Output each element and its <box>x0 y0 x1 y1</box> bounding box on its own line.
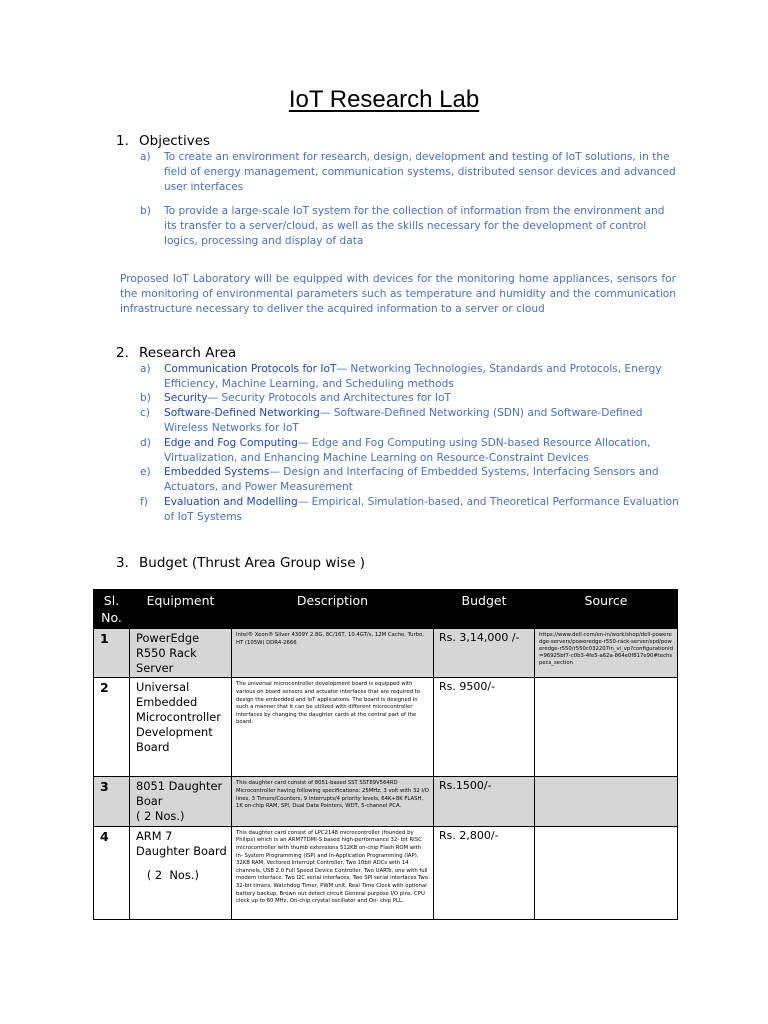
item-label: a) <box>140 151 151 163</box>
header-description: Description <box>232 590 434 629</box>
cell-budget: Rs. 9500/- <box>434 678 535 777</box>
cell-equipment <box>130 777 232 826</box>
cell-sl: 2 <box>94 678 130 777</box>
header-source: Source <box>535 590 678 629</box>
section-number: 1. <box>116 133 129 149</box>
header-sl-no: Sl. No. <box>94 590 130 629</box>
research-item <box>140 406 680 436</box>
section-number: 3. <box>116 555 129 571</box>
objective-item <box>140 150 680 194</box>
table-row <box>94 777 678 826</box>
cell-description: This daughter card consist of LPC2148 microcontroller (founded by Philips) which is an ARM7TDMI-S based high-performance 32- bit RISC microcontroller with thumb extensions 512KB on-chip Flash ROM with In- System Programming (ISP) and In-Application Programming (IAP), 32KB RAM, Vectored Interrupt Controller, Two 10bit ADCs with 14 channels, USB 2.0 Full Speed Device Controller, Two UARTs, one with full modem interface. Two I2C serial interfaces, Two SPI serial interfaces Two 32-bit timers, Watchdog Timer, PWM unit, Real Time Clock with optional battery backup, Brown out detect circuit General purpose I/O pins. CPU clock up to 60 MHz, On-chip crystal oscillator and On- chip PLL. <box>232 826 434 919</box>
table-header-row <box>94 590 678 629</box>
research-keyword: Software-Defined Networking <box>164 407 320 419</box>
research-keyword: Embedded Systems <box>164 466 270 478</box>
research-keyword: Communication Protocols for IoT <box>164 363 337 375</box>
objectives-heading <box>116 133 210 149</box>
research-text: — Empirical, Simulation-based, and Theoretical Performance Evaluation of IoT Systems <box>164 496 679 523</box>
research-keyword: Evaluation and Modelling <box>164 496 298 508</box>
item-label: d) <box>140 437 151 449</box>
section-number: 2. <box>116 345 129 361</box>
cell-sl: 4 <box>94 826 130 919</box>
table-row <box>94 629 678 678</box>
research-item <box>140 495 680 525</box>
item-label: b) <box>140 392 151 404</box>
cell-description: Intel® Xeon® Silver 4309Y 2.8G, 8C/16T, 10.4GT/s, 12M Cache, Turbo, HT (105W) DDR4-2666 <box>232 629 434 678</box>
budget-table <box>93 589 678 920</box>
table-row <box>94 678 678 777</box>
budget-heading <box>116 555 365 571</box>
research-item <box>140 436 680 466</box>
equipment-quantity: ( 2 Nos.) <box>136 868 199 883</box>
cell-source <box>535 777 678 826</box>
section-heading-text: Research Area <box>139 345 237 361</box>
cell-budget: Rs. 3,14,000 /- <box>434 629 535 678</box>
lab-description-paragraph: Proposed IoT Laboratory will be equipped with devices for the monitoring home appliances, sensors for the monitoring of environmental parameters such as temperature and humidity and the communication infrastructure necessary to deliver the acquired information to a server or cloud <box>120 273 676 315</box>
research-area-heading <box>116 345 236 361</box>
item-label: b) <box>140 205 151 217</box>
cell-equipment: PowerEdge R550 Rack Server <box>130 629 232 678</box>
cell-source: https://www.dell.com/en-in/work/shop/dell-poweredge-servers/poweredge-r550-rack-server/spd/poweredge-r550/r550c032207in_vi_vp?configurationid=96925bf7-c0b3-4fe5-a62a-864e0f817e90#techspecs_section <box>535 629 678 678</box>
item-label: c) <box>140 407 150 419</box>
research-text: — Edge and Fog Computing using SDN-based Resource Allocation, Virtualization, and Enhancing Machine Learning on Resource-Constraint Devices <box>164 437 651 464</box>
item-text: To provide a large-scale IoT system for the collection of information from the environment and its transfer to a server/cloud, as well as the skills necessary for the development of control logics, processing and display of data <box>164 205 665 247</box>
research-text: — Networking Technologies, Standards and Protocols, Energy Efficiency, Machine Learning, and Scheduling methods <box>164 363 662 390</box>
table-row <box>94 826 678 919</box>
cell-source <box>535 826 678 919</box>
cell-budget: Rs. 2,800/- <box>434 826 535 919</box>
research-text: — Software-Defined Networking (SDN) and Software-Defined Wireless Networks for IoT <box>164 407 643 434</box>
item-label: a) <box>140 363 151 375</box>
section-heading-text: Objectives <box>139 133 211 149</box>
item-label: e) <box>140 466 151 478</box>
objective-item <box>140 204 680 248</box>
research-item <box>140 465 680 495</box>
item-text: To create an environment for research, design, development and testing of IoT solutions, in the field of energy management, communication systems, distributed sensor devices and advanced user interfaces <box>164 151 676 193</box>
header-budget: Budget <box>434 590 535 629</box>
header-equipment: Equipment <box>130 590 232 629</box>
document-title: IoT Research Lab <box>288 86 480 113</box>
section-heading-text: Budget (Thrust Area Group wise ) <box>139 555 366 571</box>
cell-equipment: Universal Embedded Microcontroller Development Board <box>130 678 232 777</box>
cell-sl: 3 <box>94 777 130 826</box>
equipment-name: 8051 Daughter Boar <box>136 779 223 809</box>
cell-budget: Rs.1500/- <box>434 777 535 826</box>
cell-equipment <box>130 826 232 919</box>
research-text: — Security Protocols and Architectures for IoT <box>207 392 451 404</box>
equipment-name: ARM 7 Daughter Board <box>136 828 227 858</box>
research-text: — Design and Interfacing of Embedded Systems, Interfacing Sensors and Actuators, and Power Measurement <box>164 466 659 493</box>
research-item <box>140 362 680 392</box>
research-keyword: Security <box>164 392 208 404</box>
research-item <box>140 391 680 406</box>
research-keyword: Edge and Fog Computing <box>164 437 298 449</box>
cell-description: This daughter card consist of 8051-based SST SST89V564RD Microcontroller having following specifications: 25MHz, 3 volt with 32 I/O lines, 3 Timers/Counters, 9 Interrupts/4 priority levels, 64K+8K FLASH, 1K on-chip RAM, SPI, Dual Data Pointers, WDT, 5-channel PCA. <box>232 777 434 826</box>
equipment-quantity: ( 2 Nos.) <box>136 808 185 823</box>
cell-sl: 1 <box>94 629 130 678</box>
cell-source <box>535 678 678 777</box>
item-label: f) <box>140 496 148 508</box>
cell-description: The universal microcontroller development board is equipped with various on board sensors and actuator interfaces that are required to design the embedded and IoT applications. The board is designed in such a manner that it can be utilized with different microcontroller interfaces by changing the daughter cards at the central part of the board. <box>232 678 434 777</box>
